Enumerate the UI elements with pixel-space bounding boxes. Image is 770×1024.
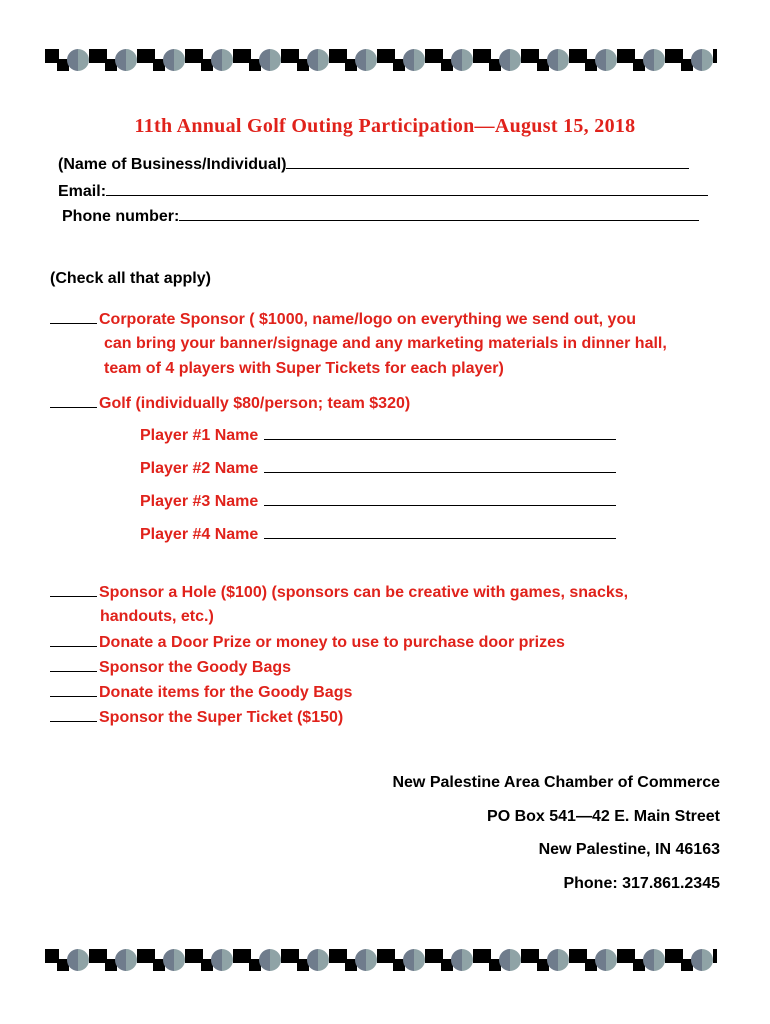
option-label: Donate a Door Prize or money to use to purchase door prizes bbox=[99, 634, 565, 651]
border-motif bbox=[477, 949, 525, 971]
option-label: Sponsor a Hole ($100) (sponsors can be creative with games, snacks, bbox=[99, 584, 629, 601]
player-label: Player #2 Name bbox=[140, 460, 259, 477]
email-field-line[interactable] bbox=[106, 181, 708, 196]
border-motif bbox=[285, 49, 333, 71]
checkbox-line[interactable] bbox=[50, 708, 97, 722]
address-phone: Phone: 317.861.2345 bbox=[563, 875, 720, 892]
name-field[interactable] bbox=[58, 154, 689, 174]
player-1-field[interactable] bbox=[140, 426, 616, 445]
checkbox-line[interactable] bbox=[50, 658, 97, 672]
player-label: Player #1 Name bbox=[140, 427, 259, 444]
email-field-label: Email: bbox=[58, 183, 107, 200]
border-motif bbox=[285, 949, 333, 971]
border-motif bbox=[45, 949, 93, 971]
border-motif bbox=[381, 49, 429, 71]
checkbox-line[interactable] bbox=[50, 683, 97, 697]
border-motif bbox=[141, 949, 189, 971]
player-name-line[interactable] bbox=[264, 459, 616, 473]
option-label: Corporate Sponsor ( $1000, name/logo on everything we send out, you bbox=[99, 311, 636, 328]
player-name-line[interactable] bbox=[264, 492, 616, 506]
decorative-border-bottom bbox=[45, 945, 725, 975]
player-2-field[interactable] bbox=[140, 459, 616, 478]
border-motif bbox=[573, 49, 621, 71]
border-motif bbox=[93, 949, 141, 971]
checkbox-line[interactable] bbox=[50, 633, 97, 647]
checkbox-line[interactable] bbox=[50, 310, 97, 324]
option-label: Sponsor the Super Ticket ($150) bbox=[99, 709, 344, 726]
border-motif bbox=[333, 949, 381, 971]
checkbox-line[interactable] bbox=[50, 394, 97, 408]
address-org: New Palestine Area Chamber of Commerce bbox=[392, 774, 720, 791]
option-corporate-line-2: can bring your banner/signage and any marketing materials in dinner hall, bbox=[104, 335, 667, 352]
address-city: New Palestine, IN 46163 bbox=[538, 841, 720, 858]
border-motif bbox=[429, 949, 477, 971]
option-label: Sponsor the Goody Bags bbox=[99, 659, 292, 676]
border-motif bbox=[477, 49, 525, 71]
option-super-ticket[interactable] bbox=[50, 708, 343, 727]
player-label: Player #4 Name bbox=[140, 526, 259, 543]
border-motif bbox=[429, 49, 477, 71]
option-golf[interactable] bbox=[50, 394, 410, 413]
border-motif bbox=[189, 49, 237, 71]
option-hole-line-2: handouts, etc.) bbox=[100, 608, 214, 625]
border-motif bbox=[93, 49, 141, 71]
border-motif bbox=[669, 949, 717, 971]
phone-field-label: Phone number: bbox=[62, 208, 180, 225]
border-motif bbox=[381, 949, 429, 971]
option-sponsor-hole[interactable] bbox=[50, 583, 628, 602]
border-motif bbox=[237, 49, 285, 71]
border-motif bbox=[621, 49, 669, 71]
player-label: Player #3 Name bbox=[140, 493, 259, 510]
option-label: Golf (individually $80/person; team $320) bbox=[99, 395, 411, 412]
email-field[interactable] bbox=[58, 181, 708, 201]
player-name-line[interactable] bbox=[264, 426, 616, 440]
option-label: Donate items for the Goody Bags bbox=[99, 684, 353, 701]
border-motif bbox=[237, 949, 285, 971]
player-3-field[interactable] bbox=[140, 492, 616, 511]
border-motif bbox=[525, 949, 573, 971]
option-goody-bags[interactable] bbox=[50, 658, 291, 677]
option-door-prize[interactable] bbox=[50, 633, 565, 652]
player-name-line[interactable] bbox=[264, 525, 616, 539]
option-corporate-sponsor[interactable] bbox=[50, 310, 636, 329]
border-motif bbox=[189, 949, 237, 971]
border-motif bbox=[669, 49, 717, 71]
phone-field[interactable] bbox=[62, 206, 699, 226]
border-motif bbox=[525, 49, 573, 71]
check-all-instruction: (Check all that apply) bbox=[50, 270, 211, 287]
option-goody-items[interactable] bbox=[50, 683, 352, 702]
border-motif bbox=[45, 49, 93, 71]
border-motif bbox=[333, 49, 381, 71]
page-title: 11th Annual Golf Outing Participation—August 15, 2018 bbox=[134, 115, 636, 137]
address-po-box: PO Box 541—42 E. Main Street bbox=[487, 808, 720, 825]
player-4-field[interactable] bbox=[140, 525, 616, 544]
border-motif bbox=[621, 949, 669, 971]
phone-field-line[interactable] bbox=[179, 206, 699, 221]
decorative-border-top bbox=[45, 45, 725, 75]
name-field-label: (Name of Business/Individual) bbox=[58, 156, 287, 173]
option-corporate-line-3: team of 4 players with Super Tickets for each player) bbox=[104, 360, 504, 377]
border-motif bbox=[573, 949, 621, 971]
checkbox-line[interactable] bbox=[50, 583, 97, 597]
border-motif bbox=[141, 49, 189, 71]
name-field-line[interactable] bbox=[286, 154, 689, 169]
